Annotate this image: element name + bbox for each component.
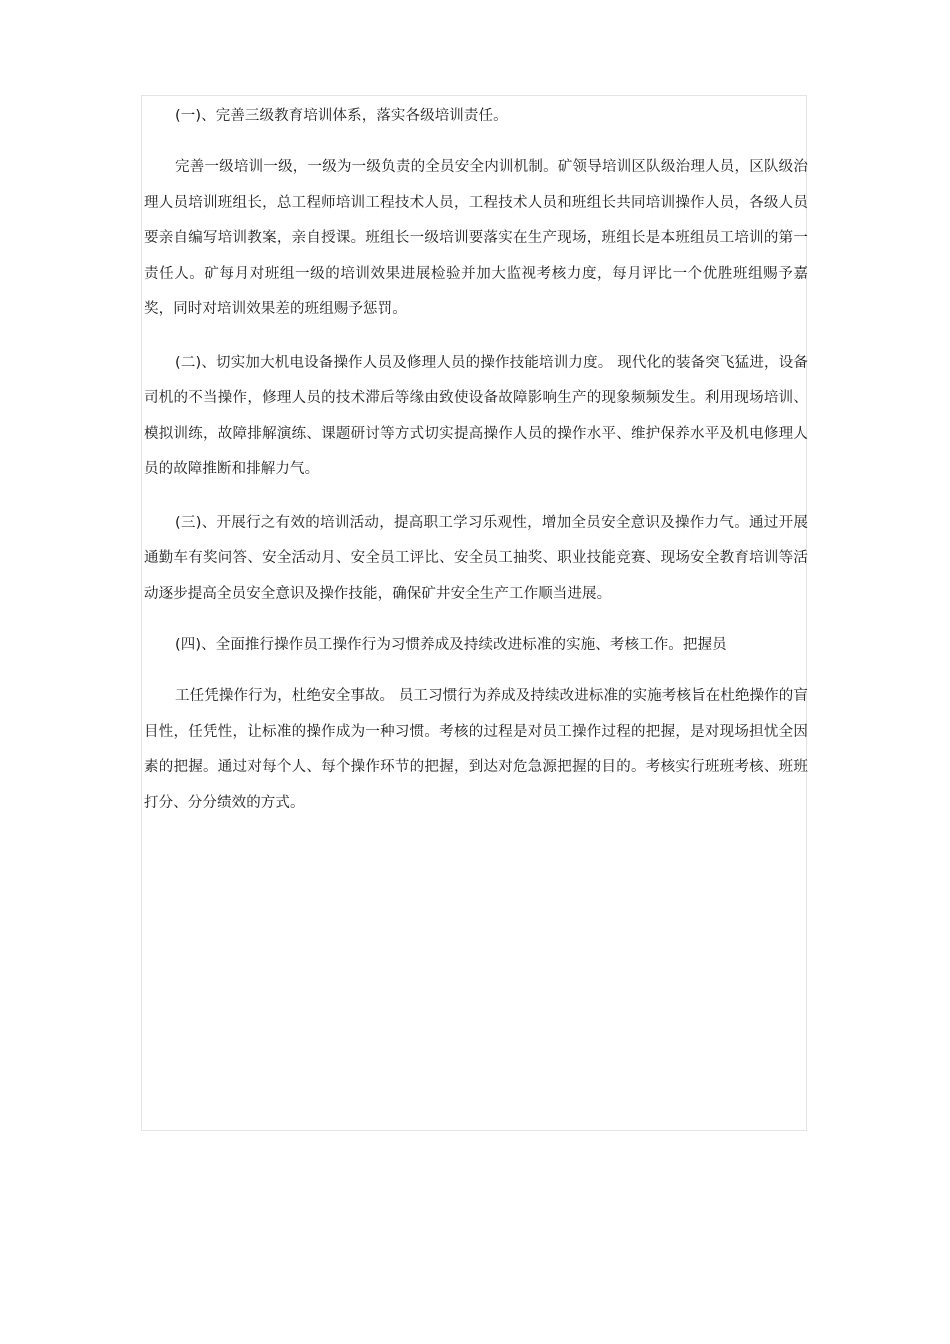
section-3-paragraph: (三)、开展行之有效的培训活动，提高职工学习乐观性，增加全员安全意识及操作力气。通过开展通勤车有奖问答、安全活动月、安全员工评比、安全员工抽奖、职业技能竞赛、现场安全教育培训等活动逐步提高全员安全意识及操作技能，确保矿井安全生产工作顺当进展。 (144, 514, 808, 602)
section-2-paragraph: (二)、切实加大机电设备操作人员及修理人员的操作技能培训力度。 现代化的装备突飞猛进，设备司机的不当操作，修理人员的技术滞后等缘由致使设备故障影响生产的现象频频发生。利用现场培训、模拟训练，故障排解演练、课题研讨等方式切实提高操作人员的操作水平、维护保养水平及机电修理人员的故障推断和排解力气。 (144, 354, 808, 477)
section-4-body: 工任凭操作行为，杜绝安全事故。 员工习惯行为养成及持续改进标准的实施考核旨在杜绝操作的盲目性，任凭性，让标准的操作成为一种习惯。考核的过程是对员工操作过程的把握，是对现场担忧全因素的把握。通过对每个人、每个操作环节的把握，到达对危急源把握的目的。考核实行班班考核、班班打分、分分绩效的方式。 (144, 688, 808, 811)
section-1-body: 完善一级培训一级，一级为一级负责的全员安全内训机制。矿领导培训区队级治理人员，区队级治理人员培训班组长，总工程师培训工程技术人员，工程技术人员和班组长共同培训操作人员，各级人员要亲自编写培训教案，亲自授课。班组长一级培训要落实在生产现场，班组长是本班组员工培训的第一责任人。矿每月对班组一级的培训效果进展检验并加大监视考核力度，每月评比一个优胜班组赐予嘉奖，同时对培训效果差的班组赐予惩罚。 (144, 159, 808, 317)
document-body (144, 100, 808, 821)
section-4-heading: (四)、全面推行操作员工操作行为习惯养成及持续改进标准的实施、考核工作。把握员 (175, 637, 727, 653)
section-1-heading: (一)、完善三级教育培训体系，落实各级培训责任。 (175, 108, 508, 124)
